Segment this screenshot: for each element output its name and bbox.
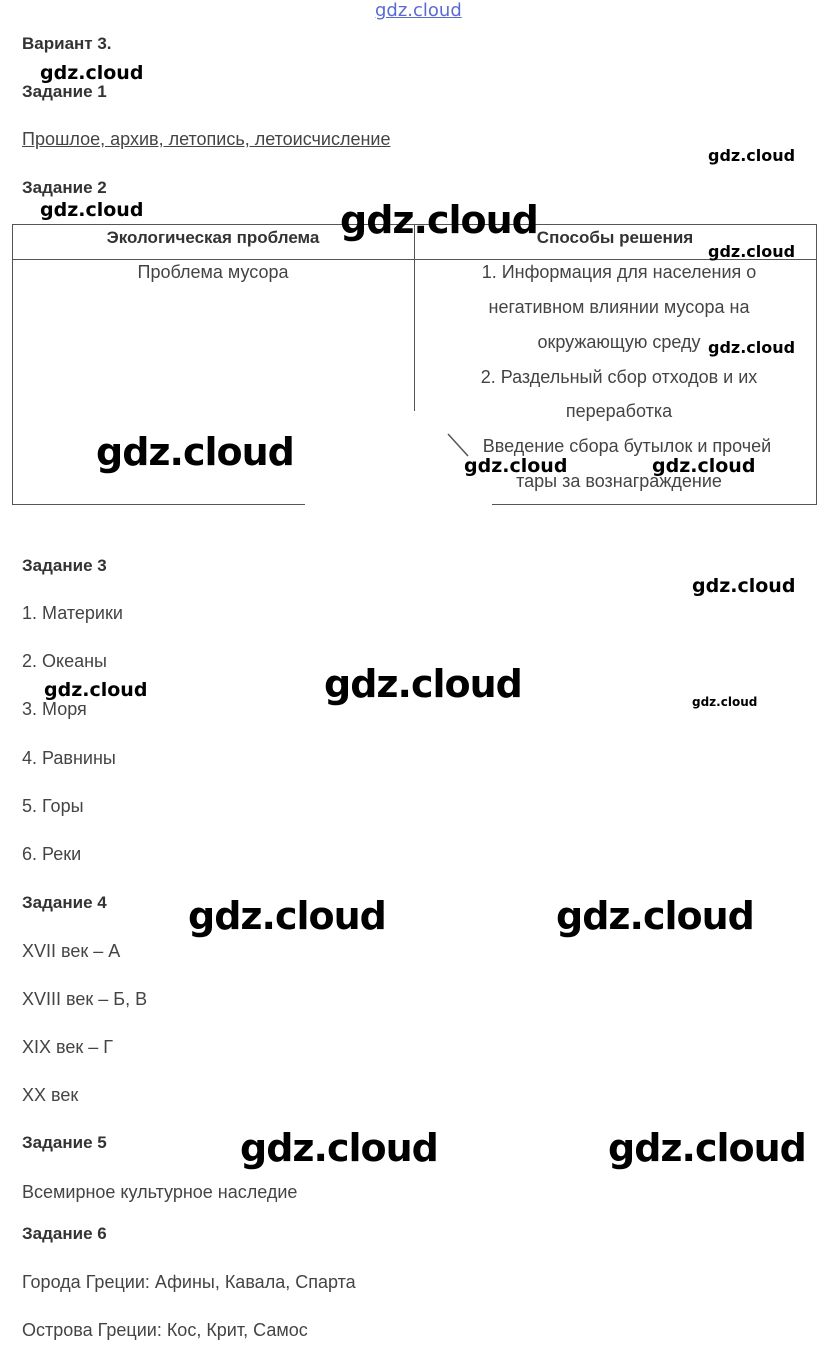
task3-item: 5. Горы xyxy=(22,796,84,816)
watermark-large: gdz.cloud xyxy=(188,894,386,938)
task3-item: 1. Материки xyxy=(22,603,123,623)
task6-heading: Задание 6 xyxy=(22,1224,107,1243)
watermark: gdz.cloud xyxy=(40,62,144,84)
table-cell-solution-line: Введение сбора бутылок и прочей xyxy=(482,436,772,456)
task1-text: Прошлое, архив, летопись, летоисчисление xyxy=(22,129,391,149)
watermark: gdz.cloud xyxy=(464,455,568,477)
watermark: gdz.cloud xyxy=(708,338,796,357)
watermark: gdz.cloud xyxy=(708,242,796,261)
task4-heading: Задание 4 xyxy=(22,893,107,912)
watermark-large: gdz.cloud xyxy=(324,662,522,706)
watermark-large: gdz.cloud xyxy=(240,1126,438,1170)
watermark: gdz.cloud xyxy=(40,199,144,221)
task6-item: Города Греции: Афины, Кавала, Спарта xyxy=(22,1272,356,1292)
table-cell-solution-line: негативном влиянии мусора на xyxy=(488,297,750,317)
table-header-problem: Экологическая проблема xyxy=(106,228,320,247)
watermark-large: gdz.cloud xyxy=(340,198,538,242)
task4-item: XVII век – А xyxy=(22,941,121,961)
watermark: gdz.cloud xyxy=(652,455,756,477)
table-header-solutions: Способы решения xyxy=(536,228,694,247)
watermark-large: gdz.cloud xyxy=(556,894,754,938)
watermark-large: gdz.cloud xyxy=(608,1126,806,1170)
table-border-bottom-right xyxy=(492,504,817,505)
variant-heading: Вариант 3. xyxy=(22,34,112,53)
table-cell-solution-line: переработка xyxy=(565,401,673,421)
task3-item: 6. Реки xyxy=(22,844,82,864)
watermark: gdz.cloud xyxy=(44,679,148,701)
table-cell-solution-line: тары за вознаграждение xyxy=(516,471,722,491)
table-cell-solution-line: 2. Раздельный сбор отходов и их xyxy=(480,367,758,387)
task3-item: 3. Моря xyxy=(22,699,87,719)
watermark-top: gdz.cloud xyxy=(375,0,462,21)
task1-heading: Задание 1 xyxy=(22,82,107,101)
task6-item: Острова Греции: Кос, Крит, Самос xyxy=(22,1320,308,1340)
task2-heading: Задание 2 xyxy=(22,178,107,197)
task4-item: XVIII век – Б, В xyxy=(22,989,148,1009)
task5-text: Всемирное культурное наследие xyxy=(22,1182,298,1202)
table-cell-solution-line: окружающую среду xyxy=(537,332,701,352)
watermark-tiny: gdz.cloud xyxy=(692,695,758,709)
task3-heading: Задание 3 xyxy=(22,556,107,575)
watermark-large: gdz.cloud xyxy=(96,430,294,474)
task5-heading: Задание 5 xyxy=(22,1133,107,1152)
task4-item: XX век xyxy=(22,1085,79,1105)
table-cell-solution-line: 1. Информация для населения о xyxy=(481,262,757,282)
watermark: gdz.cloud xyxy=(708,146,796,165)
task3-item: 2. Океаны xyxy=(22,651,107,671)
task4-item: XIX век – Г xyxy=(22,1037,114,1057)
table-cell-problem: Проблема мусора xyxy=(137,262,289,282)
watermark: gdz.cloud xyxy=(692,575,796,597)
table-border-bottom-left xyxy=(12,504,305,505)
task3-item: 4. Равнины xyxy=(22,748,116,768)
